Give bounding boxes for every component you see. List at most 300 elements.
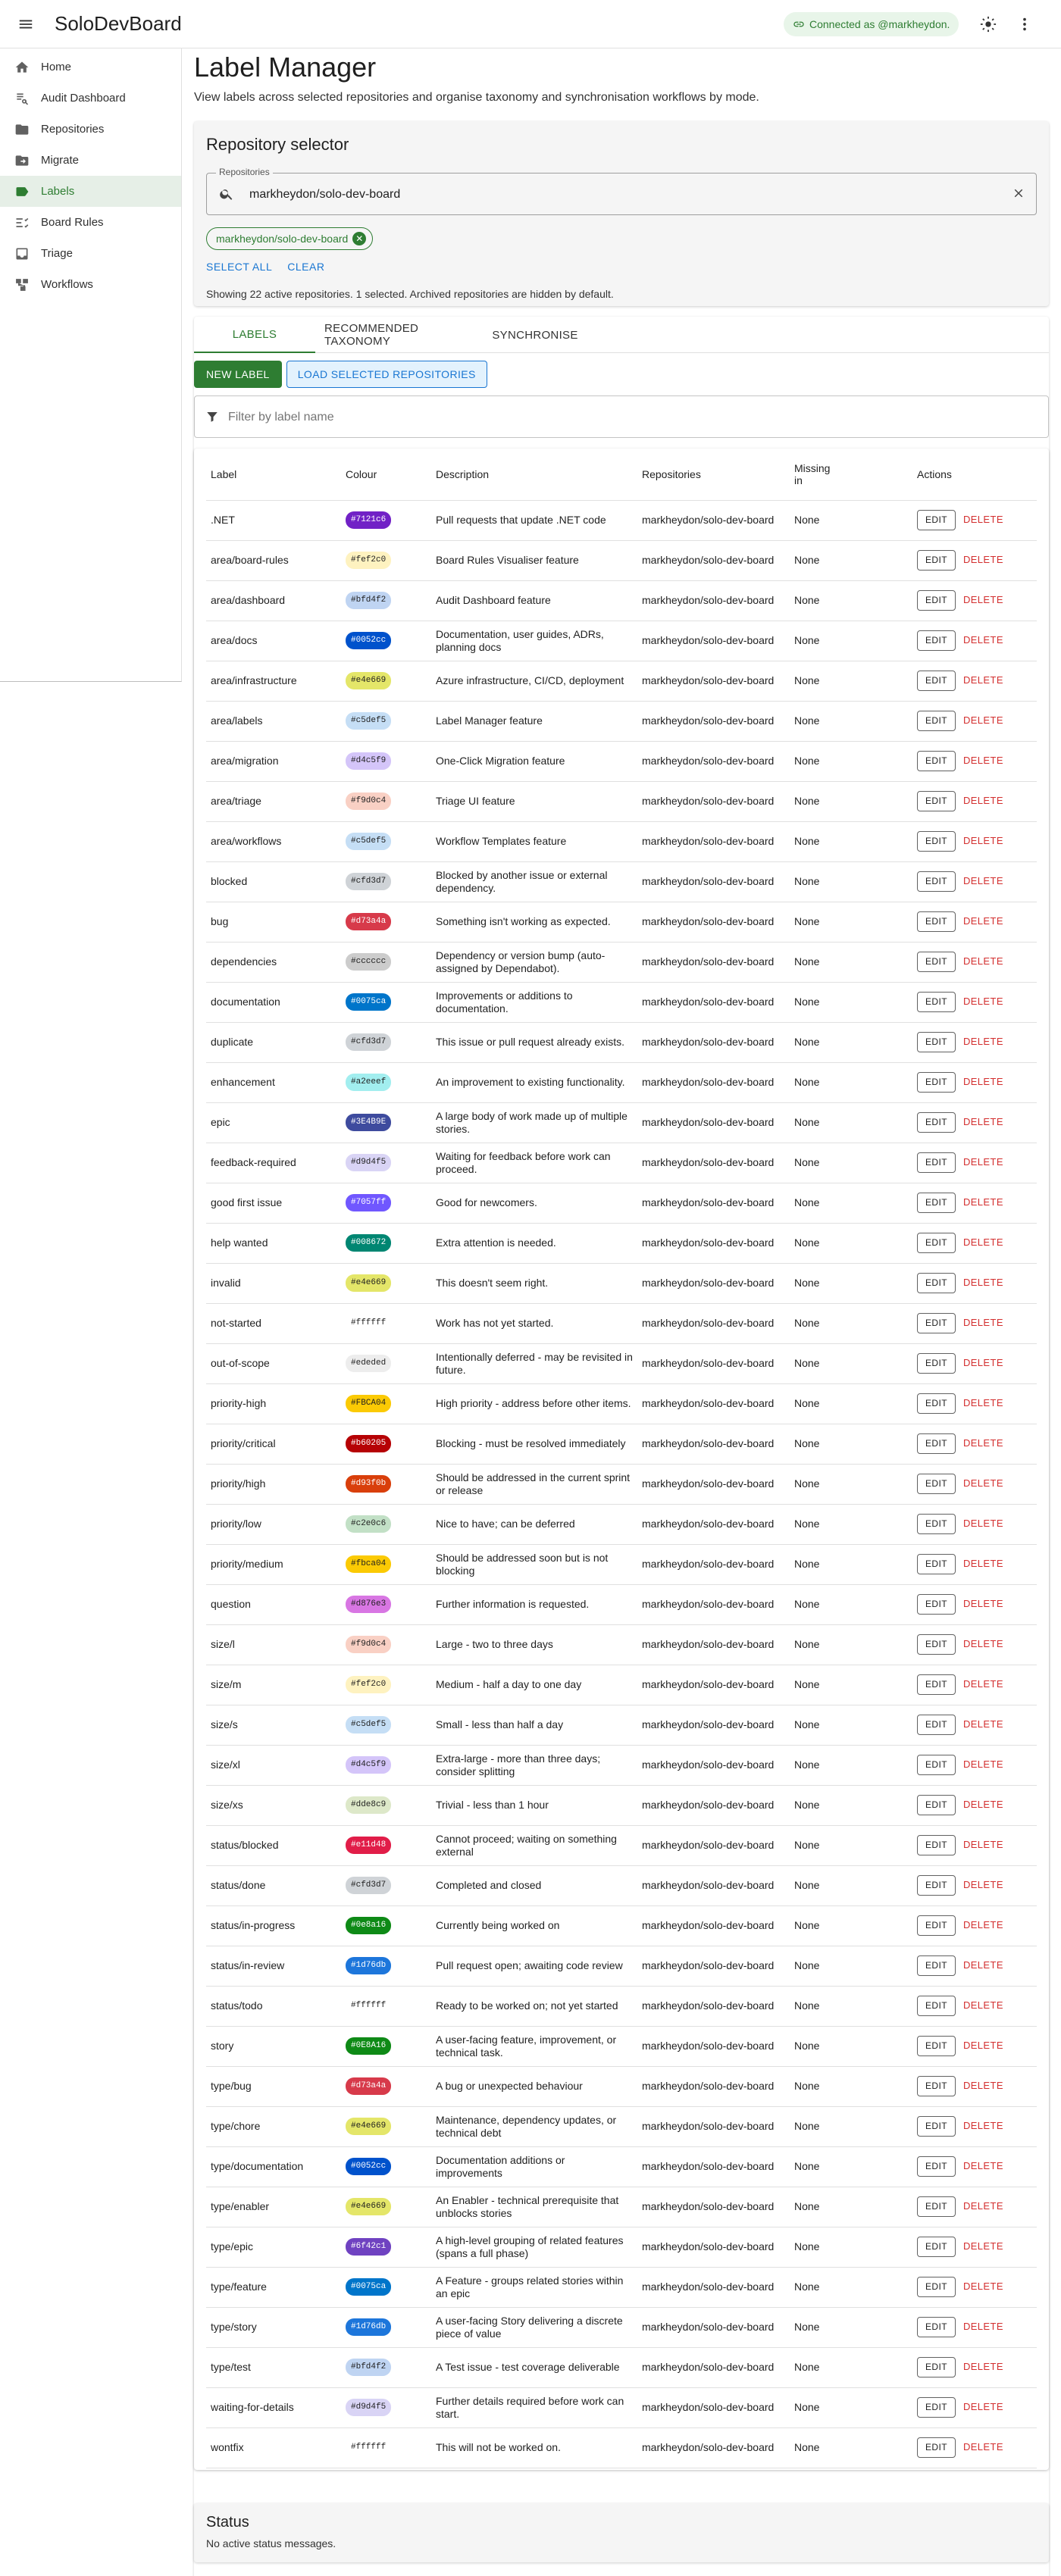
edit-button[interactable]: EDIT — [917, 1393, 956, 1414]
table-row — [206, 1424, 1037, 1464]
missing-in-cell: None — [790, 1062, 912, 1102]
edit-button[interactable]: EDIT — [917, 952, 956, 972]
delete-button[interactable]: DELETE — [962, 2321, 1003, 2332]
more-options-button[interactable] — [1011, 11, 1038, 38]
sidebar-item-board-rules[interactable] — [0, 207, 181, 238]
missing-in-cell: None — [790, 861, 912, 902]
colour-swatch: #c5def5 — [346, 1716, 391, 1733]
edit-button[interactable]: EDIT — [917, 1795, 956, 1815]
description-cell: Board Rules Visualiser feature — [431, 540, 637, 580]
colour-cell — [341, 861, 431, 902]
colour-swatch: #f9d0c4 — [346, 792, 391, 810]
missing-in-cell: None — [790, 1624, 912, 1665]
actions-cell — [912, 1544, 1037, 1584]
description-cell: Maintenance, dependency updates, or technical debt — [431, 2106, 637, 2146]
label-name-cell: bug — [206, 902, 341, 942]
label-name-cell: .NET — [206, 500, 341, 540]
edit-button[interactable]: EDIT — [917, 1433, 956, 1454]
table-row — [206, 861, 1037, 902]
page-subtitle: View labels across selected repositories and organise taxonomy and synchronisation workflows by mode. — [194, 91, 759, 104]
delete-button[interactable]: DELETE — [962, 1357, 1003, 1368]
table-row — [206, 2227, 1037, 2267]
table-row — [206, 1183, 1037, 1223]
migrate-icon — [14, 152, 30, 169]
label-name-cell: area/labels — [206, 701, 341, 741]
table-row — [206, 1865, 1037, 1905]
theme-toggle-button[interactable] — [975, 11, 1002, 38]
table-row — [206, 1102, 1037, 1143]
edit-button[interactable]: EDIT — [917, 1474, 956, 1494]
colour-cell — [341, 701, 431, 741]
chip-remove-icon[interactable]: ✕ — [352, 232, 366, 245]
delete-button[interactable]: DELETE — [962, 2281, 1003, 2292]
missing-in-cell: None — [790, 1705, 912, 1745]
table-row — [206, 1946, 1037, 1986]
label-name-cell: area/dashboard — [206, 580, 341, 621]
repositories-cell: markheydon/solo-dev-board — [637, 2387, 790, 2428]
missing-in-cell: None — [790, 1183, 912, 1223]
description-cell: Audit Dashboard feature — [431, 580, 637, 621]
label-name-cell: help wanted — [206, 1223, 341, 1263]
delete-button[interactable]: DELETE — [962, 795, 1003, 806]
description-cell: Further information is requested. — [431, 1584, 637, 1624]
header-missing-in — [790, 449, 912, 500]
edit-button[interactable]: EDIT — [917, 791, 956, 811]
table-row — [206, 2347, 1037, 2387]
delete-button[interactable]: DELETE — [962, 2160, 1003, 2171]
actions-cell — [912, 661, 1037, 701]
missing-in-cell: None — [790, 1303, 912, 1343]
colour-cell — [341, 1022, 431, 1062]
delete-button[interactable]: DELETE — [962, 1718, 1003, 1730]
edit-button[interactable]: EDIT — [917, 1634, 956, 1655]
edit-button[interactable]: EDIT — [917, 1875, 956, 1896]
edit-button[interactable]: EDIT — [917, 2076, 956, 2096]
link-icon — [793, 18, 805, 30]
description-cell: Completed and closed — [431, 1865, 637, 1905]
missing-in-cell: None — [790, 2066, 912, 2106]
edit-button[interactable]: EDIT — [917, 1514, 956, 1534]
description-cell: Trivial - less than 1 hour — [431, 1785, 637, 1825]
repositories-cell: markheydon/solo-dev-board — [637, 1223, 790, 1263]
repositories-cell: markheydon/solo-dev-board — [637, 1464, 790, 1504]
colour-cell — [341, 1223, 431, 1263]
colour-cell — [341, 902, 431, 942]
delete-button[interactable]: DELETE — [962, 755, 1003, 766]
sidebar-item-audit-dashboard[interactable] — [0, 83, 181, 114]
description-cell: Blocking - must be resolved immediately — [431, 1424, 637, 1464]
description-cell: Triage UI feature — [431, 781, 637, 821]
new-label-button[interactable]: NEW LABEL — [194, 361, 282, 388]
delete-button[interactable]: DELETE — [962, 2441, 1003, 2453]
repositories-cell: markheydon/solo-dev-board — [637, 2066, 790, 2106]
delete-button[interactable]: DELETE — [962, 1879, 1003, 1890]
missing-in-cell: None — [790, 1865, 912, 1905]
tab-recommended-taxonomy[interactable]: RECOMMENDED TAXONOMY — [324, 322, 419, 348]
label-name-cell: out-of-scope — [206, 1343, 341, 1383]
load-selected-repositories-button[interactable]: LOAD SELECTED REPOSITORIES — [286, 361, 487, 388]
colour-swatch: #c5def5 — [346, 712, 391, 730]
status-title: Status — [206, 2514, 249, 2531]
missing-in-cell: None — [790, 1584, 912, 1624]
delete-button[interactable]: DELETE — [962, 1277, 1003, 1288]
colour-swatch: #0e8a16 — [346, 1917, 391, 1934]
connection-status-chip — [784, 12, 959, 36]
label-name-cell: priority-high — [206, 1383, 341, 1424]
label-name-cell: status/blocked — [206, 1825, 341, 1865]
delete-button[interactable]: DELETE — [962, 714, 1003, 726]
delete-button[interactable]: DELETE — [962, 915, 1003, 927]
edit-button[interactable]: EDIT — [917, 1032, 956, 1052]
edit-button[interactable]: EDIT — [917, 751, 956, 771]
home-icon — [14, 59, 30, 76]
repositories-autocomplete[interactable] — [206, 167, 1037, 215]
labels-tabs-panel — [194, 317, 1049, 2576]
actions-cell — [912, 1464, 1037, 1504]
tab-labels[interactable]: LABELS — [194, 317, 315, 353]
delete-button[interactable]: DELETE — [962, 1558, 1003, 1569]
missing-in-cell: None — [790, 2227, 912, 2267]
edit-button[interactable]: EDIT — [917, 671, 956, 691]
colour-swatch: #0E8A16 — [346, 2037, 391, 2055]
delete-button[interactable]: DELETE — [962, 1638, 1003, 1649]
table-row — [206, 540, 1037, 580]
sidebar-item-triage[interactable] — [0, 238, 181, 269]
label-filter-input[interactable] — [228, 407, 986, 428]
missing-in-cell: None — [790, 821, 912, 861]
table-row — [206, 781, 1037, 821]
actions-cell — [912, 1785, 1037, 1825]
delete-button[interactable]: DELETE — [962, 1839, 1003, 1850]
status-message: No active status messages. — [206, 2537, 336, 2549]
delete-button[interactable]: DELETE — [962, 1317, 1003, 1328]
delete-button[interactable]: DELETE — [962, 674, 1003, 686]
select-all-button[interactable]: SELECT ALL — [206, 261, 273, 273]
missing-in-cell: None — [790, 902, 912, 942]
colour-cell — [341, 580, 431, 621]
delete-button[interactable]: DELETE — [962, 2080, 1003, 2091]
colour-cell — [341, 982, 431, 1022]
delete-button[interactable]: DELETE — [962, 1156, 1003, 1168]
edit-button[interactable]: EDIT — [917, 2357, 956, 2377]
delete-button[interactable]: DELETE — [962, 1397, 1003, 1408]
header-colour: Colour — [341, 449, 431, 500]
missing-in-cell: None — [790, 2146, 912, 2187]
edit-button[interactable]: EDIT — [917, 1715, 956, 1735]
delete-button[interactable]: DELETE — [962, 1196, 1003, 1208]
label-name-cell: type/epic — [206, 2227, 341, 2267]
actions-cell — [912, 2307, 1037, 2347]
description-cell: Blocked by another issue or external dependency. — [431, 861, 637, 902]
colour-cell — [341, 1705, 431, 1745]
missing-in-cell: None — [790, 2347, 912, 2387]
colour-cell — [341, 1665, 431, 1705]
delete-button[interactable]: DELETE — [962, 1437, 1003, 1449]
colour-swatch: #d4c5f9 — [346, 1756, 391, 1774]
colour-cell — [341, 1785, 431, 1825]
delete-button[interactable]: DELETE — [962, 1678, 1003, 1690]
table-row — [206, 1785, 1037, 1825]
repositories-cell: markheydon/solo-dev-board — [637, 2428, 790, 2468]
actions-cell — [912, 1102, 1037, 1143]
delete-button[interactable]: DELETE — [962, 1799, 1003, 1810]
repositories-cell: markheydon/solo-dev-board — [637, 1263, 790, 1303]
edit-button[interactable]: EDIT — [917, 1554, 956, 1574]
sidebar — [0, 48, 182, 682]
sidebar-item-label: Labels — [41, 185, 75, 198]
edit-button[interactable]: EDIT — [917, 1674, 956, 1695]
colour-cell — [341, 821, 431, 861]
delete-button[interactable]: DELETE — [962, 2361, 1003, 2372]
repositories-cell: markheydon/solo-dev-board — [637, 1424, 790, 1464]
table-row — [206, 2307, 1037, 2347]
description-cell: Pull requests that update .NET code — [431, 500, 637, 540]
repositories-cell: markheydon/solo-dev-board — [637, 1825, 790, 1865]
more-vertical-icon — [1016, 16, 1033, 33]
sidebar-item-migrate[interactable] — [0, 145, 181, 176]
label-filter-field[interactable] — [194, 395, 1049, 438]
table-row — [206, 500, 1037, 540]
label-name-cell: waiting-for-details — [206, 2387, 341, 2428]
edit-button[interactable]: EDIT — [917, 992, 956, 1012]
labels-table-container — [194, 449, 1049, 2470]
colour-swatch: #e4e669 — [346, 2118, 391, 2135]
table-row — [206, 1544, 1037, 1584]
missing-in-cell: None — [790, 942, 912, 982]
delete-button[interactable]: DELETE — [962, 594, 1003, 605]
delete-button[interactable]: DELETE — [962, 2040, 1003, 2051]
delete-button[interactable]: DELETE — [962, 2120, 1003, 2131]
repositories-cell: markheydon/solo-dev-board — [637, 1143, 790, 1183]
repositories-cell: markheydon/solo-dev-board — [637, 1343, 790, 1383]
edit-button[interactable]: EDIT — [917, 2036, 956, 2056]
delete-button[interactable]: DELETE — [962, 1036, 1003, 1047]
edit-button[interactable]: EDIT — [917, 1072, 956, 1093]
clear-icon[interactable] — [1012, 186, 1025, 204]
colour-swatch: #d9d4f5 — [346, 2399, 391, 2416]
colour-swatch: #ffffff — [346, 1315, 391, 1332]
edit-button[interactable]: EDIT — [917, 1112, 956, 1133]
edit-button[interactable]: EDIT — [917, 2397, 956, 2418]
edit-button[interactable]: EDIT — [917, 1755, 956, 1775]
colour-cell — [341, 1303, 431, 1343]
missing-in-cell: None — [790, 982, 912, 1022]
header-actions: Actions — [912, 449, 1037, 500]
delete-button[interactable]: DELETE — [962, 955, 1003, 967]
edit-button[interactable]: EDIT — [917, 2277, 956, 2297]
label-name-cell: invalid — [206, 1263, 341, 1303]
missing-in-cell: None — [790, 1263, 912, 1303]
edit-button[interactable]: EDIT — [917, 1835, 956, 1855]
colour-cell — [341, 1624, 431, 1665]
label-name-cell: question — [206, 1584, 341, 1624]
repositories-cell: markheydon/solo-dev-board — [637, 701, 790, 741]
edit-button[interactable]: EDIT — [917, 1233, 956, 1253]
table-header-row — [206, 449, 1037, 500]
actions-cell — [912, 1665, 1037, 1705]
delete-button[interactable]: DELETE — [962, 1919, 1003, 1930]
colour-cell — [341, 2106, 431, 2146]
clear-button[interactable]: CLEAR — [287, 261, 325, 273]
edit-button[interactable]: EDIT — [917, 1594, 956, 1615]
edit-button[interactable]: EDIT — [917, 1193, 956, 1213]
edit-button[interactable]: EDIT — [917, 1273, 956, 1293]
label-name-cell: status/in-review — [206, 1946, 341, 1986]
colour-swatch: #cccccc — [346, 953, 391, 971]
tab-synchronise[interactable]: SYNCHRONISE — [492, 328, 578, 342]
repositories-field-label: Repositories — [216, 167, 273, 177]
label-name-cell: feedback-required — [206, 1143, 341, 1183]
edit-button[interactable]: EDIT — [917, 1313, 956, 1333]
repositories-cell: markheydon/solo-dev-board — [637, 982, 790, 1022]
edit-button[interactable]: EDIT — [917, 2116, 956, 2137]
delete-button[interactable]: DELETE — [962, 634, 1003, 646]
delete-button[interactable]: DELETE — [962, 1236, 1003, 1248]
missing-in-cell: None — [790, 1102, 912, 1143]
edit-button[interactable]: EDIT — [917, 2156, 956, 2177]
actions-cell — [912, 1383, 1037, 1424]
description-cell: A user-facing feature, improvement, or technical task. — [431, 2026, 637, 2066]
delete-button[interactable]: DELETE — [962, 2401, 1003, 2412]
sidebar-item-home[interactable] — [0, 52, 181, 83]
colour-swatch: #c5def5 — [346, 833, 391, 850]
table-row — [206, 1825, 1037, 1865]
repositories-input[interactable] — [249, 184, 931, 205]
table-row — [206, 701, 1037, 741]
table-row — [206, 1022, 1037, 1062]
audit-icon — [14, 90, 30, 107]
edit-button[interactable]: EDIT — [917, 2196, 956, 2217]
repositories-cell: markheydon/solo-dev-board — [637, 2026, 790, 2066]
delete-button[interactable]: DELETE — [962, 1518, 1003, 1529]
menu-button[interactable] — [11, 9, 41, 39]
colour-swatch: #d4c5f9 — [346, 752, 391, 770]
repositories-cell: markheydon/solo-dev-board — [637, 1665, 790, 1705]
edit-button[interactable]: EDIT — [917, 630, 956, 651]
colour-swatch: #e4e669 — [346, 2198, 391, 2215]
edit-button[interactable]: EDIT — [917, 1915, 956, 1936]
edit-button[interactable]: EDIT — [917, 550, 956, 571]
sidebar-item-label: Home — [41, 61, 72, 73]
table-row — [206, 1665, 1037, 1705]
label-name-cell: priority/medium — [206, 1544, 341, 1584]
table-row — [206, 1504, 1037, 1544]
label-name-cell: area/board-rules — [206, 540, 341, 580]
delete-button[interactable]: DELETE — [962, 2200, 1003, 2212]
missing-in-cell: None — [790, 1785, 912, 1825]
delete-button[interactable]: DELETE — [962, 996, 1003, 1007]
description-cell: Dependency or version bump (auto-assigned by Dependabot). — [431, 942, 637, 982]
colour-cell — [341, 781, 431, 821]
repositories-cell: markheydon/solo-dev-board — [637, 2187, 790, 2227]
missing-in-cell: None — [790, 2187, 912, 2227]
delete-button[interactable]: DELETE — [962, 1116, 1003, 1127]
label-name-cell: priority/critical — [206, 1424, 341, 1464]
edit-button[interactable]: EDIT — [917, 590, 956, 611]
description-cell: Should be addressed in the current sprint or release — [431, 1464, 637, 1504]
delete-button[interactable]: DELETE — [962, 1477, 1003, 1489]
edit-button[interactable]: EDIT — [917, 1996, 956, 2016]
actions-cell — [912, 942, 1037, 982]
colour-swatch: #6f42c1 — [346, 2238, 391, 2256]
sidebar-item-workflows[interactable] — [0, 269, 181, 300]
edit-button[interactable]: EDIT — [917, 911, 956, 932]
edit-button[interactable]: EDIT — [917, 1353, 956, 1374]
actions-cell — [912, 1986, 1037, 2026]
delete-button[interactable]: DELETE — [962, 1076, 1003, 1087]
missing-in-cell: None — [790, 1143, 912, 1183]
colour-cell — [341, 1865, 431, 1905]
edit-button[interactable]: EDIT — [917, 711, 956, 731]
header-label: Label — [206, 449, 341, 500]
description-cell: Azure infrastructure, CI/CD, deployment — [431, 661, 637, 701]
delete-button[interactable]: DELETE — [962, 514, 1003, 525]
missing-in-cell: None — [790, 2428, 912, 2468]
label-name-cell: priority/low — [206, 1504, 341, 1544]
sidebar-item-repositories[interactable] — [0, 114, 181, 145]
delete-button[interactable]: DELETE — [962, 1999, 1003, 2011]
delete-button[interactable]: DELETE — [962, 1598, 1003, 1609]
edit-button[interactable]: EDIT — [917, 2237, 956, 2257]
repositories-cell: markheydon/solo-dev-board — [637, 1584, 790, 1624]
edit-button[interactable]: EDIT — [917, 871, 956, 892]
colour-swatch: #d876e3 — [346, 1596, 391, 1613]
delete-button[interactable]: DELETE — [962, 875, 1003, 886]
actions-cell — [912, 1584, 1037, 1624]
colour-cell — [341, 1905, 431, 1946]
colour-swatch: #cfd3d7 — [346, 1033, 391, 1051]
colour-cell — [341, 1343, 431, 1383]
selection-actions — [206, 261, 1037, 277]
delete-button[interactable]: DELETE — [962, 554, 1003, 565]
colour-cell — [341, 2146, 431, 2187]
sidebar-item-labels[interactable] — [0, 176, 181, 207]
inbox-icon — [14, 245, 30, 262]
edit-button[interactable]: EDIT — [917, 2437, 956, 2458]
edit-button[interactable]: EDIT — [917, 2317, 956, 2337]
table-row — [206, 1263, 1037, 1303]
edit-button[interactable]: EDIT — [917, 831, 956, 852]
description-cell: An improvement to existing functionality. — [431, 1062, 637, 1102]
actions-cell — [912, 540, 1037, 580]
missing-in-cell: None — [790, 1665, 912, 1705]
colour-swatch: #e4e669 — [346, 1274, 391, 1292]
label-name-cell: size/s — [206, 1705, 341, 1745]
delete-button[interactable]: DELETE — [962, 835, 1003, 846]
colour-swatch: #fef2c0 — [346, 552, 391, 569]
delete-button[interactable]: DELETE — [962, 1959, 1003, 1971]
delete-button[interactable]: DELETE — [962, 1758, 1003, 1770]
actions-cell — [912, 1745, 1037, 1785]
missing-in-cell: None — [790, 1825, 912, 1865]
missing-in-cell: None — [790, 1223, 912, 1263]
colour-swatch: #b60205 — [346, 1435, 391, 1452]
actions-cell — [912, 2066, 1037, 2106]
repositories-cell: markheydon/solo-dev-board — [637, 580, 790, 621]
label-name-cell: epic — [206, 1102, 341, 1143]
edit-button[interactable]: EDIT — [917, 1955, 956, 1976]
description-cell: Intentionally deferred - may be revisited in future. — [431, 1343, 637, 1383]
labels-table — [206, 449, 1037, 2468]
edit-button[interactable]: EDIT — [917, 1152, 956, 1173]
missing-in-cell: None — [790, 1424, 912, 1464]
colour-swatch: #d9d4f5 — [346, 1154, 391, 1171]
edit-button[interactable]: EDIT — [917, 510, 956, 530]
delete-button[interactable]: DELETE — [962, 2240, 1003, 2252]
colour-cell — [341, 1825, 431, 1865]
repositories-cell: markheydon/solo-dev-board — [637, 861, 790, 902]
table-row — [206, 1303, 1037, 1343]
